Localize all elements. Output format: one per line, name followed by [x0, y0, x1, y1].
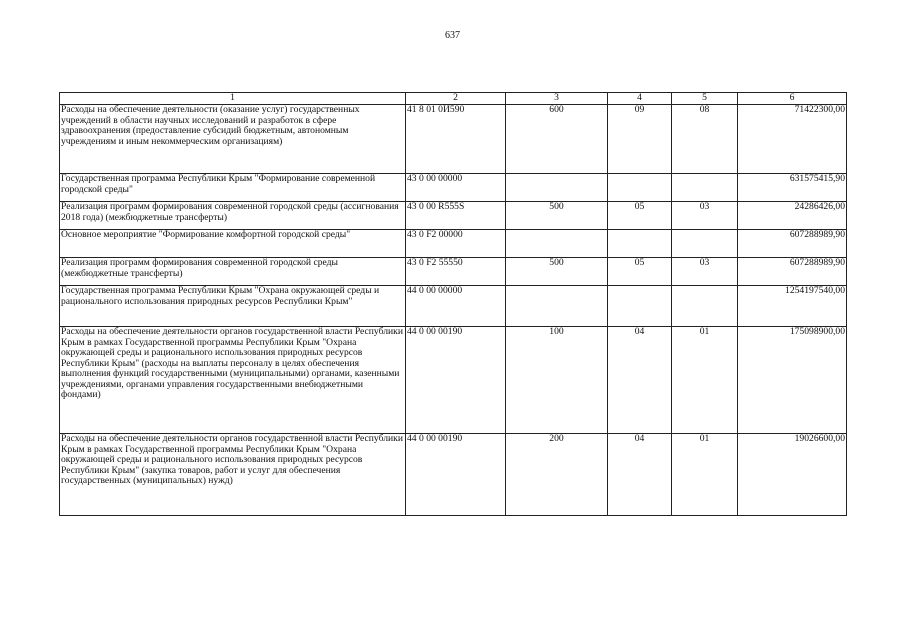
row-code: 43 0 F2 00000 — [406, 230, 506, 258]
table-row — [60, 230, 847, 258]
row-expense-type: 200 — [506, 434, 608, 516]
row-amount: 631575415,90 — [738, 174, 847, 202]
table-row — [60, 258, 847, 286]
table-row — [60, 202, 847, 230]
header-col-6: 6 — [738, 93, 847, 105]
row-section: 09 — [608, 105, 672, 174]
row-amount: 607288989,90 — [738, 230, 847, 258]
row-expense-type — [506, 230, 608, 258]
row-section: 04 — [608, 434, 672, 516]
row-amount: 24286426,00 — [738, 202, 847, 230]
row-code: 44 0 00 00190 — [406, 327, 506, 434]
row-amount: 1254197540,00 — [738, 286, 847, 327]
row-subsection: 01 — [672, 327, 738, 434]
table-header — [60, 93, 847, 105]
row-subsection: 03 — [672, 258, 738, 286]
row-section — [608, 174, 672, 202]
row-amount: 19026600,00 — [738, 434, 847, 516]
row-subsection: 01 — [672, 434, 738, 516]
row-expense-type — [506, 286, 608, 327]
row-amount: 71422300,00 — [738, 105, 847, 174]
row-expense-type: 500 — [506, 258, 608, 286]
row-section — [608, 286, 672, 327]
row-name: Основное мероприятие "Формирование комфортной городской среды" — [60, 230, 406, 258]
row-amount: 607288989,90 — [738, 258, 847, 286]
budget-table — [59, 92, 847, 516]
row-amount: 175098900,00 — [738, 327, 847, 434]
row-code: 44 0 00 00000 — [406, 286, 506, 327]
row-name: Реализация программ формирования современной городской среды (межбюджетные трансферты) — [60, 258, 406, 286]
table-body — [60, 105, 847, 516]
table-row — [60, 174, 847, 202]
header-col-4: 4 — [608, 93, 672, 105]
row-expense-type — [506, 174, 608, 202]
row-subsection — [672, 286, 738, 327]
row-name: Расходы на обеспечение деятельности органов государственной власти Республики Крым в рамках Государственной программы Республики Крым "Охрана окружающей среды и рационального использования природных ресурсов Республики Крым" (расходы на выплаты персоналу в целях обеспечения выполнения функций государственными (муниципальными) органами, казенными учреждениями, органами управления государственными внебюджетными фондами) — [60, 327, 406, 434]
table-row — [60, 105, 847, 174]
header-col-1: 1 — [60, 93, 406, 105]
row-subsection: 08 — [672, 105, 738, 174]
row-subsection: 03 — [672, 202, 738, 230]
row-expense-type: 100 — [506, 327, 608, 434]
header-col-5: 5 — [672, 93, 738, 105]
row-name: Реализация программ формирования современной городской среды (ассигнования 2018 года) (межбюджетные трансферты) — [60, 202, 406, 230]
header-col-2: 2 — [406, 93, 506, 105]
row-section: 05 — [608, 258, 672, 286]
row-section: 04 — [608, 327, 672, 434]
table-row — [60, 327, 847, 434]
row-expense-type: 600 — [506, 105, 608, 174]
row-name: Государственная программа Республики Крым "Охрана окружающей среды и рационального использования природных ресурсов Республики Крым" — [60, 286, 406, 327]
row-subsection — [672, 230, 738, 258]
header-row — [60, 93, 847, 105]
row-section: 05 — [608, 202, 672, 230]
row-code: 44 0 00 00190 — [406, 434, 506, 516]
row-expense-type: 500 — [506, 202, 608, 230]
header-col-3: 3 — [506, 93, 608, 105]
row-code: 41 8 01 0И590 — [406, 105, 506, 174]
row-name: Расходы на обеспечение деятельности органов государственной власти Республики Крым в рамках Государственной программы Республики Крым "Охрана окружающей среды и рационального использования природных ресурсов Республики Крым" (закупка товаров, работ и услуг для обеспечения государственных (муниципальных) нужд) — [60, 434, 406, 516]
row-name: Государственная программа Республики Крым "Формирование современной городской среды" — [60, 174, 406, 202]
table-row — [60, 434, 847, 516]
row-section — [608, 230, 672, 258]
row-code: 43 0 00 00000 — [406, 174, 506, 202]
row-name: Расходы на обеспечение деятельности (оказание услуг) государственных учреждений в области научных исследований и разработок в сфере здравоохранения (предоставление субсидий бюджетным, автономным учреждениям и иным некоммерческим организациям) — [60, 105, 406, 174]
row-code: 43 0 00 R555S — [406, 202, 506, 230]
table-row — [60, 286, 847, 327]
row-subsection — [672, 174, 738, 202]
row-code: 43 0 F2 55550 — [406, 258, 506, 286]
page-number: 637 — [445, 30, 460, 41]
